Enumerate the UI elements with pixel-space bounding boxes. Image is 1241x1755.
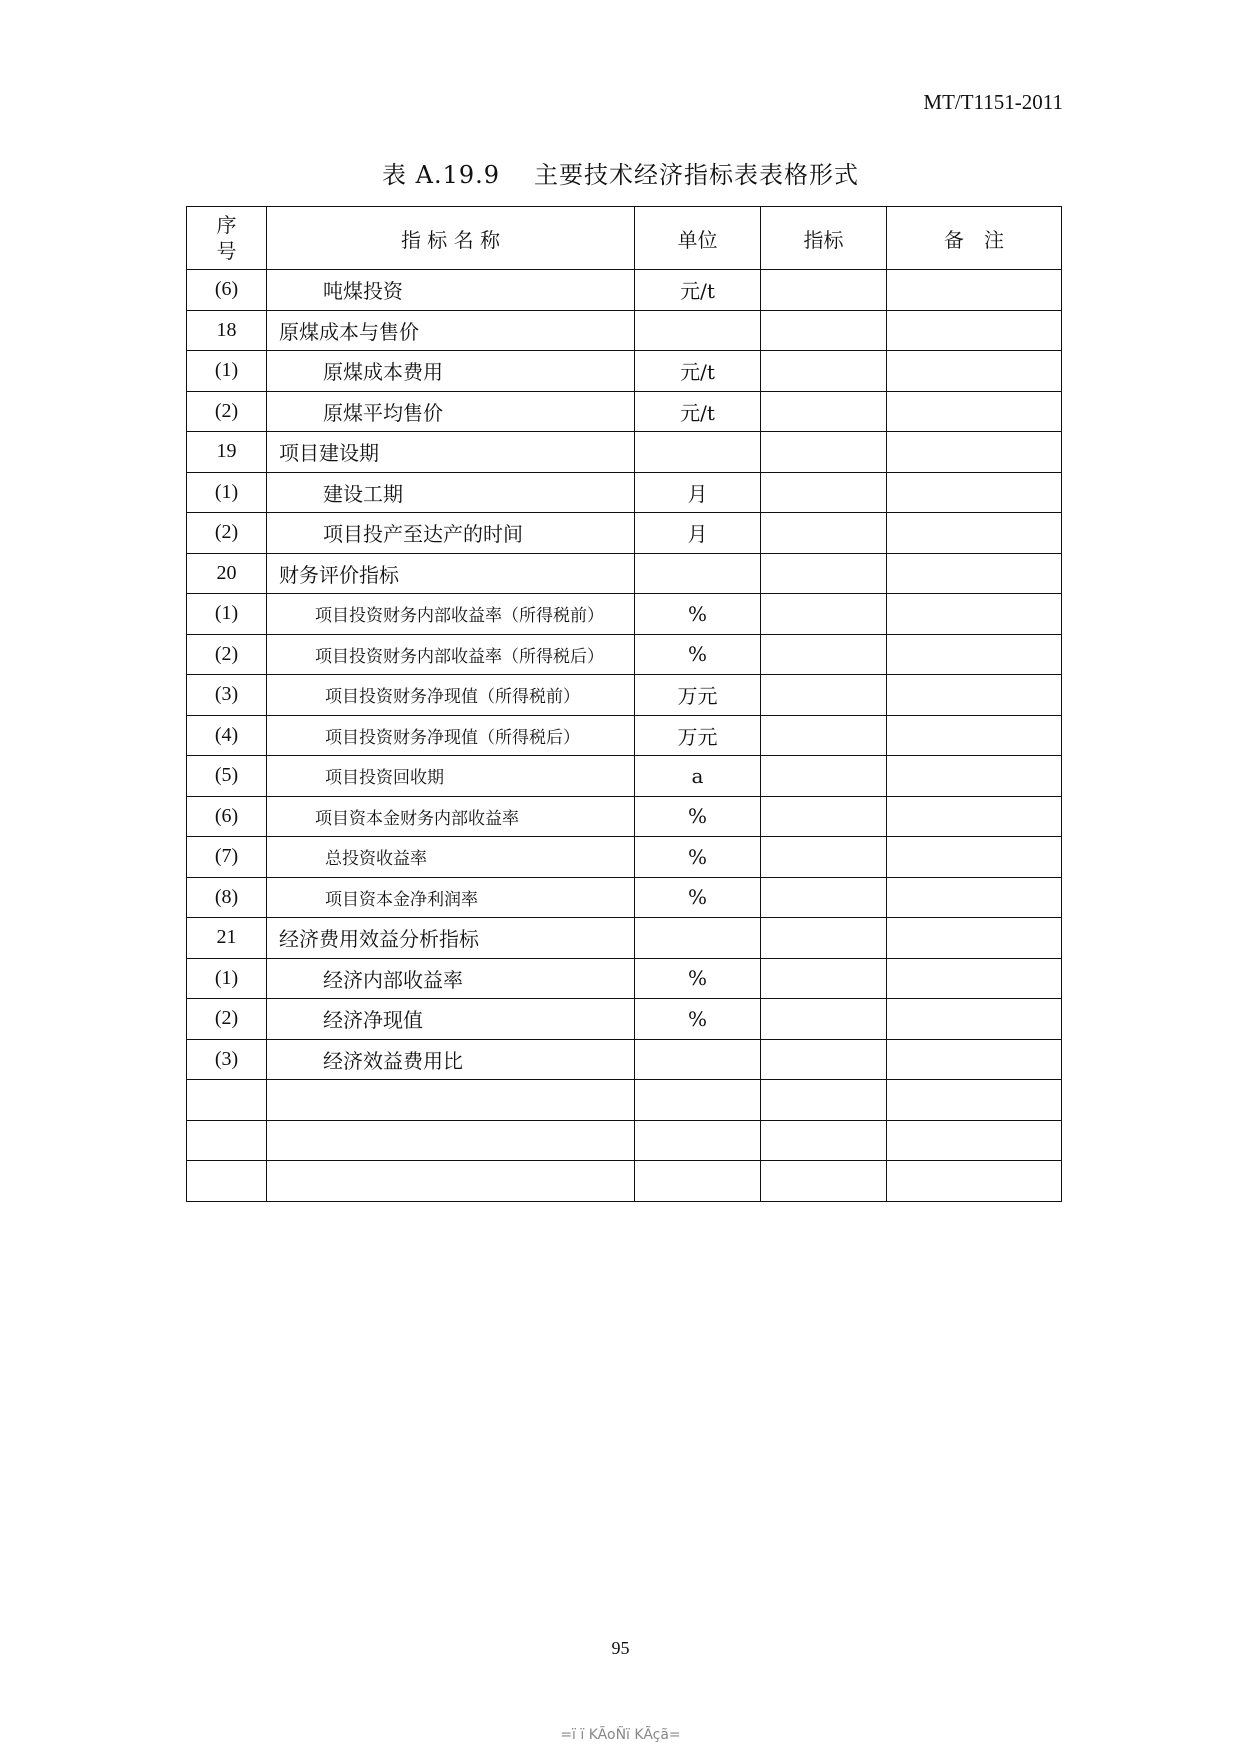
row-no: (1): [187, 594, 267, 635]
row-unit: 月: [635, 472, 761, 513]
table-row: [187, 472, 1062, 513]
table-row: [187, 432, 1062, 473]
row-name: 经济费用效益分析指标: [267, 918, 635, 959]
row-remark: [887, 877, 1062, 918]
row-value: [761, 675, 887, 716]
row-remark: [887, 310, 1062, 351]
header-value: 指标: [761, 207, 887, 270]
row-unit: [635, 1080, 761, 1121]
row-value: [761, 1120, 887, 1161]
table-header-row: [187, 207, 1062, 270]
row-unit: [635, 1039, 761, 1080]
table-row: [187, 756, 1062, 797]
row-value: [761, 553, 887, 594]
row-value: [761, 351, 887, 392]
row-no: (3): [187, 675, 267, 716]
row-unit: %: [635, 634, 761, 675]
row-unit: %: [635, 877, 761, 918]
row-no: (6): [187, 796, 267, 837]
table-number: 表 A.19.9: [381, 161, 501, 189]
table-row: [187, 1120, 1062, 1161]
row-name: 项目资本金净利润率: [267, 877, 635, 918]
row-value: [761, 391, 887, 432]
row-name: 总投资收益率: [267, 837, 635, 878]
header-no-text: 序 号: [216, 213, 237, 263]
row-unit: 万元: [635, 675, 761, 716]
table-row: [187, 796, 1062, 837]
row-value: [761, 634, 887, 675]
table-row: [187, 594, 1062, 635]
header-unit: 单位: [635, 207, 761, 270]
row-unit: %: [635, 594, 761, 635]
row-remark: [887, 513, 1062, 554]
row-no: (1): [187, 472, 267, 513]
row-unit: [635, 1161, 761, 1202]
row-name: 原煤成本与售价: [267, 310, 635, 351]
row-value: [761, 837, 887, 878]
row-name: [267, 1161, 635, 1202]
row-remark: [887, 432, 1062, 473]
row-remark: [887, 1120, 1062, 1161]
row-unit: a: [635, 756, 761, 797]
row-name: 项目建设期: [267, 432, 635, 473]
table-row: [187, 1080, 1062, 1121]
row-name: 项目资本金财务内部收益率: [267, 796, 635, 837]
row-value: [761, 918, 887, 959]
row-value: [761, 756, 887, 797]
table-row: [187, 999, 1062, 1040]
row-no: 19: [187, 432, 267, 473]
row-unit: [635, 553, 761, 594]
row-no: (4): [187, 715, 267, 756]
row-remark: [887, 472, 1062, 513]
row-no: (2): [187, 999, 267, 1040]
row-value: [761, 432, 887, 473]
row-name: 经济净现值: [267, 999, 635, 1040]
row-name: 项目投资财务内部收益率（所得税后）: [267, 634, 635, 675]
row-no: (2): [187, 634, 267, 675]
row-unit: [635, 310, 761, 351]
row-remark: [887, 837, 1062, 878]
row-unit: 元/t: [635, 351, 761, 392]
standard-code: MT/T1151-2011: [923, 90, 1063, 114]
row-name: 建设工期: [267, 472, 635, 513]
header-no: [187, 207, 267, 270]
row-remark: [887, 1161, 1062, 1202]
row-value: [761, 796, 887, 837]
row-unit: %: [635, 958, 761, 999]
row-name: [267, 1120, 635, 1161]
row-value: [761, 877, 887, 918]
table-row: [187, 877, 1062, 918]
row-no: 21: [187, 918, 267, 959]
row-remark: [887, 553, 1062, 594]
table-row: [187, 310, 1062, 351]
row-no: [187, 1080, 267, 1121]
table-row: [187, 391, 1062, 432]
row-name: 经济效益费用比: [267, 1039, 635, 1080]
row-no: 18: [187, 310, 267, 351]
row-no: (7): [187, 837, 267, 878]
table-title-text: 主要技术经济指标表表格形式: [534, 161, 860, 189]
table-row: [187, 918, 1062, 959]
row-value: [761, 715, 887, 756]
row-name: 项目投资回收期: [267, 756, 635, 797]
row-no: (5): [187, 756, 267, 797]
row-name: 项目投资财务净现值（所得税前）: [267, 675, 635, 716]
row-value: [761, 270, 887, 311]
header-name: 指 标 名 称: [267, 207, 635, 270]
row-unit: [635, 432, 761, 473]
row-no: (1): [187, 351, 267, 392]
row-value: [761, 1039, 887, 1080]
row-remark: [887, 351, 1062, 392]
row-remark: [887, 756, 1062, 797]
row-remark: [887, 715, 1062, 756]
row-value: [761, 999, 887, 1040]
table-row: [187, 513, 1062, 554]
row-unit: 月: [635, 513, 761, 554]
row-unit: %: [635, 796, 761, 837]
table-row: [187, 1039, 1062, 1080]
row-name: 原煤平均售价: [267, 391, 635, 432]
row-remark: [887, 999, 1062, 1040]
row-remark: [887, 1039, 1062, 1080]
row-unit: [635, 1120, 761, 1161]
header-remark: 备 注: [887, 207, 1062, 270]
row-unit: 万元: [635, 715, 761, 756]
table-title: [0, 155, 1241, 190]
row-name: 原煤成本费用: [267, 351, 635, 392]
row-unit: %: [635, 837, 761, 878]
row-remark: [887, 1080, 1062, 1121]
row-no: [187, 1161, 267, 1202]
row-remark: [887, 675, 1062, 716]
table-row: [187, 351, 1062, 392]
row-value: [761, 958, 887, 999]
table-row: [187, 1161, 1062, 1202]
row-value: [761, 513, 887, 554]
row-remark: [887, 958, 1062, 999]
row-name: 项目投资财务净现值（所得税后）: [267, 715, 635, 756]
row-unit: [635, 918, 761, 959]
row-remark: [887, 270, 1062, 311]
row-no: (6): [187, 270, 267, 311]
row-no: 20: [187, 553, 267, 594]
table-row: [187, 553, 1062, 594]
row-name: 财务评价指标: [267, 553, 635, 594]
row-unit: 元/t: [635, 391, 761, 432]
page-number: 95: [611, 1638, 630, 1658]
row-value: [761, 310, 887, 351]
row-remark: [887, 391, 1062, 432]
row-unit: %: [635, 999, 761, 1040]
row-remark: [887, 918, 1062, 959]
row-name: 项目投产至达产的时间: [267, 513, 635, 554]
row-no: (2): [187, 391, 267, 432]
row-no: (3): [187, 1039, 267, 1080]
row-value: [761, 1161, 887, 1202]
row-name: [267, 1080, 635, 1121]
table-row: [187, 675, 1062, 716]
row-value: [761, 472, 887, 513]
row-no: (1): [187, 958, 267, 999]
indicator-table: [186, 206, 1062, 1202]
table-row: [187, 837, 1062, 878]
row-remark: [887, 594, 1062, 635]
row-name: 经济内部收益率: [267, 958, 635, 999]
table-row: [187, 270, 1062, 311]
table-row: [187, 958, 1062, 999]
row-no: (2): [187, 513, 267, 554]
row-no: (8): [187, 877, 267, 918]
row-no: [187, 1120, 267, 1161]
table-row: [187, 715, 1062, 756]
row-remark: [887, 634, 1062, 675]
row-name: 吨煤投资: [267, 270, 635, 311]
row-name: 项目投资财务内部收益率（所得税前）: [267, 594, 635, 635]
row-value: [761, 1080, 887, 1121]
table-row: [187, 634, 1062, 675]
row-value: [761, 594, 887, 635]
row-unit: 元/t: [635, 270, 761, 311]
row-remark: [887, 796, 1062, 837]
watermark-text: =ï ï KÃoÑï KÃçã=: [560, 1727, 681, 1743]
